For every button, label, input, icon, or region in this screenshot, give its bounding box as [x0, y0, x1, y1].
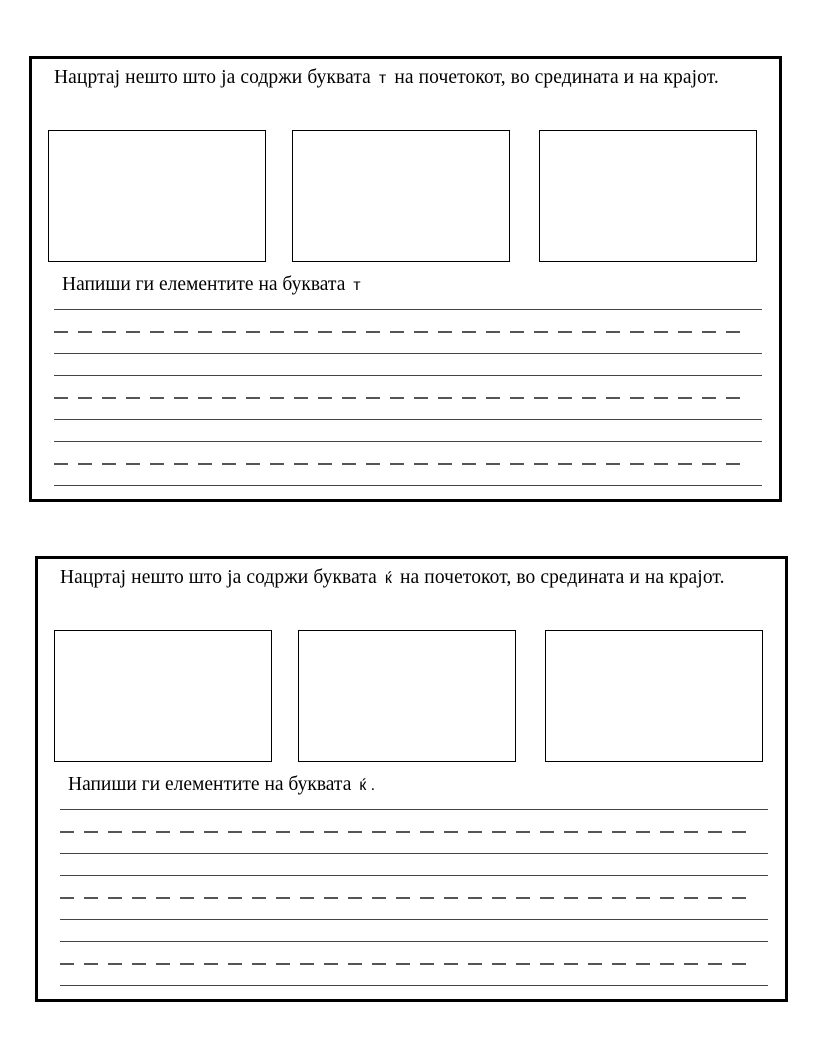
ruled-line — [54, 485, 762, 486]
writing-letter: ќ . — [359, 777, 376, 794]
drawing-box-middle[interactable] — [298, 630, 516, 762]
ruled-line — [54, 309, 762, 310]
drawing-box-beginning[interactable] — [48, 130, 266, 262]
instruction-text-start: Нацртај нешто што ја содржи буквата — [60, 567, 377, 588]
dashed-guide-line — [54, 463, 750, 465]
handwriting-lines[interactable] — [60, 805, 768, 995]
ruled-line — [60, 809, 768, 810]
ruled-line — [54, 375, 762, 376]
ruled-line — [54, 441, 762, 442]
instruction-text-end: на почетокот, во средината и на крајот. — [394, 67, 719, 88]
ruled-line — [54, 419, 762, 420]
ruled-line — [54, 353, 762, 354]
drawing-box-end[interactable] — [539, 130, 757, 262]
ruled-line — [60, 875, 768, 876]
drawing-instruction — [54, 64, 754, 92]
drawing-box-beginning[interactable] — [54, 630, 272, 762]
writing-instruction-text: Напиши ги елементите на буквата — [62, 274, 346, 295]
instruction-text-end: на почетокот, во средината и на крајот. — [400, 567, 725, 588]
writing-instruction-text: Напиши ги елементите на буквата — [68, 774, 352, 795]
target-letter: ќ — [384, 570, 393, 587]
writing-instruction — [62, 274, 364, 296]
drawing-instruction — [60, 564, 760, 592]
dashed-guide-line — [60, 897, 756, 899]
ruled-line — [60, 919, 768, 920]
ruled-line — [60, 941, 768, 942]
dashed-guide-line — [54, 331, 750, 333]
writing-letter: т — [353, 277, 361, 294]
drawing-box-end[interactable] — [545, 630, 763, 762]
dashed-guide-line — [60, 831, 756, 833]
target-letter: т — [378, 70, 387, 87]
instruction-text-start: Нацртај нешто што ја содржи буквата — [54, 67, 371, 88]
worksheet-card-t — [29, 56, 782, 502]
dashed-guide-line — [60, 963, 756, 965]
dashed-guide-line — [54, 397, 750, 399]
ruled-line — [60, 985, 768, 986]
ruled-line — [60, 853, 768, 854]
writing-instruction — [68, 774, 378, 796]
worksheet-card-kj — [35, 556, 788, 1002]
drawing-box-middle[interactable] — [292, 130, 510, 262]
handwriting-lines[interactable] — [54, 305, 762, 495]
